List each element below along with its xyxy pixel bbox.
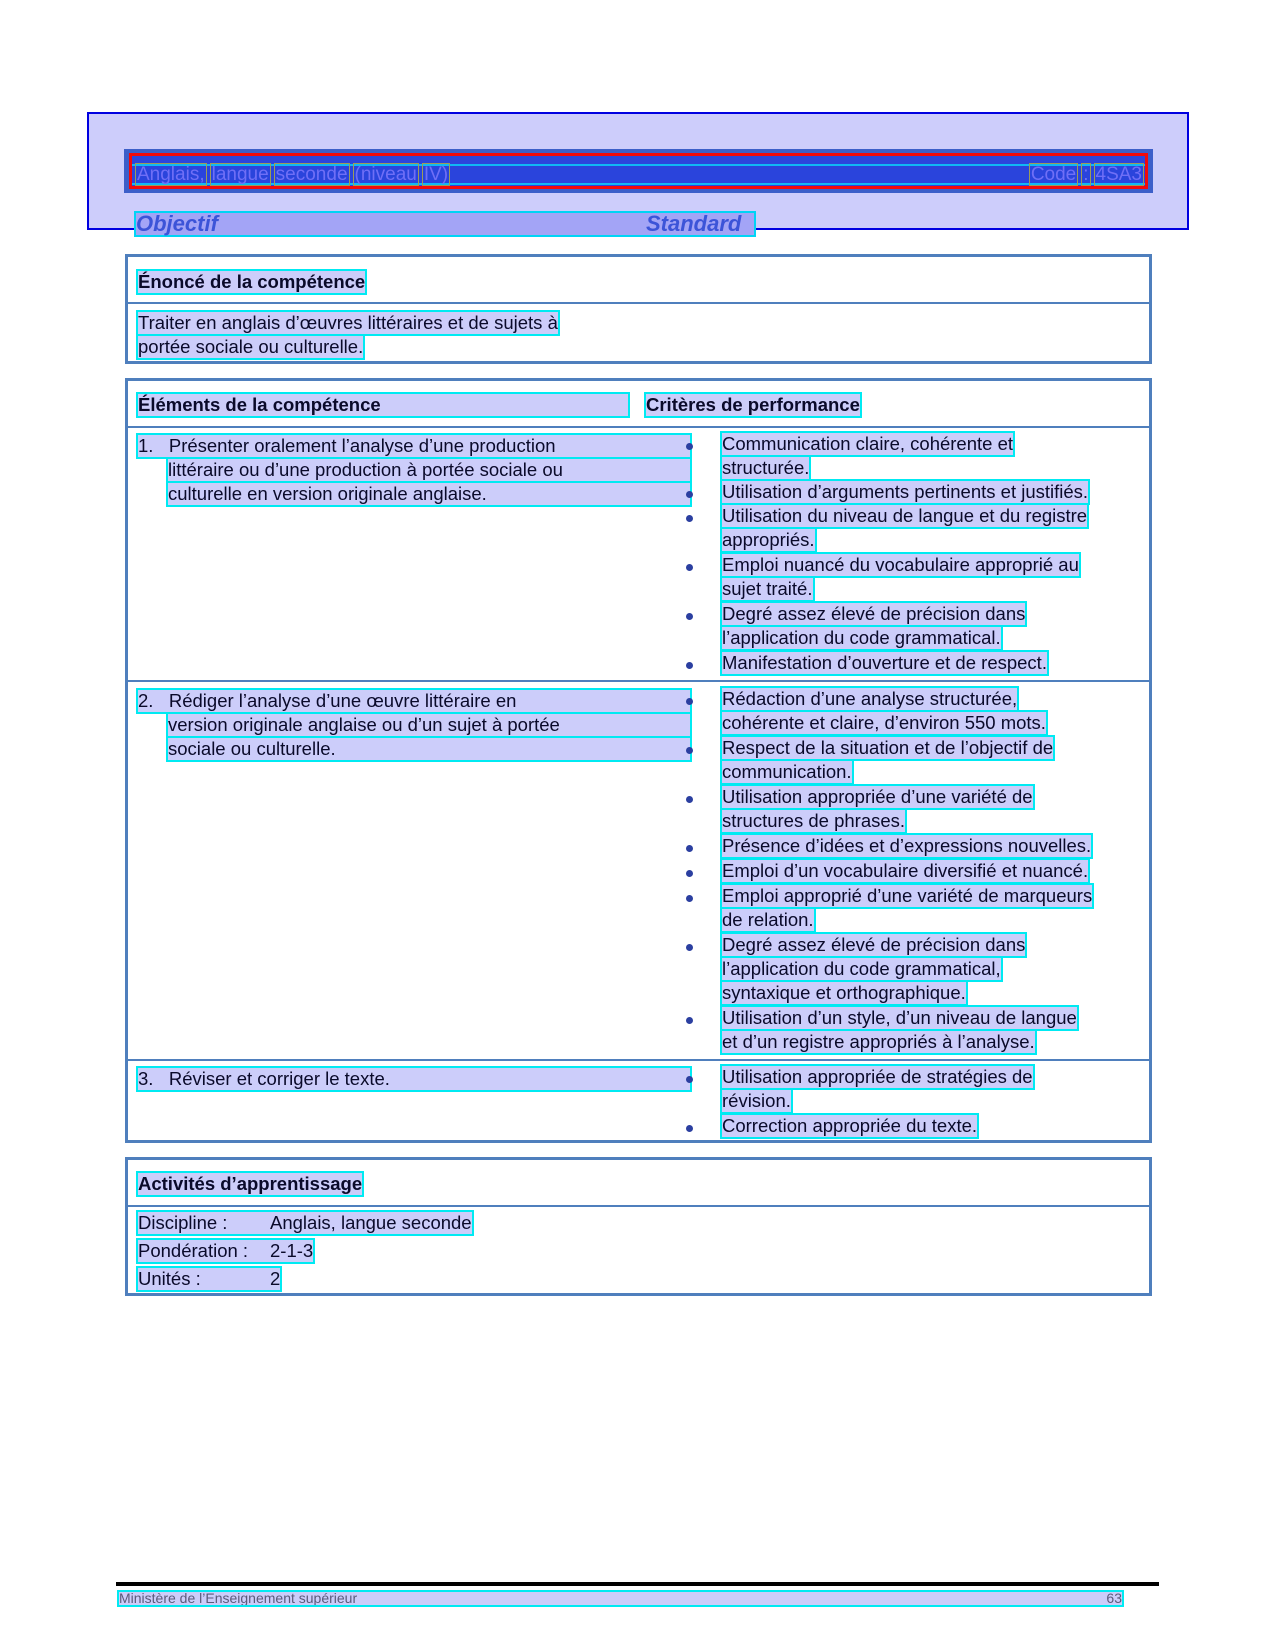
course-title: [136, 165, 454, 184]
bullet-icon: [686, 1017, 693, 1024]
objectif-label: Objectif: [136, 211, 218, 236]
criterion: Degré assez élevé de précision dans: [722, 934, 1026, 955]
activites-box: [125, 1157, 1152, 1296]
criterion: Emploi nuancé du vocabulaire approprié au: [722, 554, 1079, 575]
bullet-icon: [686, 796, 693, 803]
criterion: Emploi approprié d’une variété de marqueurs: [722, 885, 1093, 906]
element-number: 3. Réviser et corriger le texte.: [138, 1068, 690, 1090]
criterion: Utilisation appropriée d’une variété de: [722, 786, 1033, 807]
criterion-cont: et d’un registre appropriés à l’analyse.: [722, 1031, 1035, 1052]
code-separator: :: [1083, 164, 1089, 185]
field-label: Discipline :: [138, 1212, 228, 1233]
bullet-icon: [686, 747, 693, 754]
criterion-cont: syntaxique et orthographique.: [722, 982, 966, 1003]
enonce-line: portée sociale ou culturelle.: [138, 336, 364, 357]
elements-heading: Éléments de la compétence: [138, 394, 628, 416]
criteria-heading: Critères de performance: [646, 394, 860, 415]
criterion-cont: révision.: [722, 1090, 791, 1111]
enonce-box: [125, 254, 1152, 364]
criterion: Utilisation d’arguments pertinents et justifiés.: [722, 481, 1089, 502]
bullet-icon: [686, 443, 693, 450]
criterion-cont: cohérente et claire, d’environ 550 mots.: [722, 712, 1046, 733]
field-value: Anglais, langue seconde: [270, 1212, 472, 1233]
title-word: Anglais,: [137, 164, 205, 185]
criterion: Correction appropriée du texte.: [722, 1115, 978, 1136]
activites-heading: Activités d’apprentissage: [138, 1173, 363, 1194]
bullet-icon: [686, 564, 693, 571]
bullet-icon: [686, 870, 693, 877]
field-unites: [138, 1268, 280, 1290]
divider: [128, 1205, 1149, 1207]
element-line: littéraire ou d’une production à portée sociale ou: [168, 459, 690, 481]
footer: [119, 1592, 1122, 1605]
bullet-icon: [686, 698, 693, 705]
enonce-line: Traiter en anglais d’œuvres littéraires et de sujets à: [138, 312, 558, 333]
elements-box: [125, 378, 1152, 1143]
criterion-cont: sujet traité.: [722, 578, 813, 599]
criterion: Manifestation d’ouverture et de respect.: [722, 652, 1047, 673]
criterion-cont: l’application du code grammatical,: [722, 958, 1001, 979]
divider: [128, 1059, 1149, 1061]
element-line: version originale anglaise ou d’un sujet à portée: [168, 714, 690, 736]
criterion: Utilisation du niveau de langue et du registre: [722, 505, 1088, 526]
criterion: Communication claire, cohérente et: [722, 433, 1014, 454]
criterion: Emploi d’un vocabulaire diversifié et nuancé.: [722, 860, 1089, 881]
criterion-cont: l’application du code grammatical.: [722, 627, 1001, 648]
course-code: [1030, 165, 1143, 184]
code-value: 4SA3: [1095, 164, 1142, 185]
title-word: (niveau: [354, 164, 417, 185]
criterion: Rédaction d’une analyse structurée,: [722, 688, 1018, 709]
criterion-cont: de relation.: [722, 909, 814, 930]
field-value: 2: [270, 1268, 281, 1289]
criterion: Degré assez élevé de précision dans: [722, 603, 1026, 624]
objectif-standard-row: [136, 213, 754, 235]
criterion: Présence d’idées et d’expressions nouvelles.: [722, 835, 1092, 856]
divider: [128, 426, 1149, 428]
title-word: langue: [211, 164, 269, 185]
bullet-icon: [686, 1076, 693, 1083]
criterion-cont: structures de phrases.: [722, 810, 906, 831]
field-ponderation: [138, 1240, 313, 1262]
bullet-icon: [686, 845, 693, 852]
title-word: IV): [423, 164, 449, 185]
criterion-cont: structurée.: [722, 457, 810, 478]
element-line: culturelle en version originale anglaise.: [168, 483, 690, 505]
criterion: Respect de la situation et de l’objectif de: [722, 737, 1054, 758]
criterion: Utilisation d’un style, d’un niveau de langue: [722, 1007, 1077, 1028]
criterion-cont: communication.: [722, 761, 852, 782]
element-number: 2. Rédiger l’analyse d’une œuvre littéraire en: [138, 690, 690, 712]
code-label: Code: [1030, 164, 1077, 185]
divider: [128, 302, 1149, 304]
course-title-bar: [124, 149, 1153, 193]
bullet-icon: [686, 515, 693, 522]
bullet-icon: [686, 662, 693, 669]
element-line: sociale ou culturelle.: [168, 738, 690, 760]
title-word: seconde: [275, 164, 348, 185]
bullet-icon: [686, 1125, 693, 1132]
bullet-icon: [686, 491, 693, 498]
field-value: 2-1-3: [270, 1240, 314, 1261]
criterion-cont: appropriés.: [722, 529, 815, 550]
criterion: Utilisation appropriée de stratégies de: [722, 1066, 1033, 1087]
standard-label: Standard: [646, 211, 742, 236]
bullet-icon: [686, 613, 693, 620]
enonce-heading: Énoncé de la compétence: [138, 271, 366, 292]
footer-ministry: Ministère de l’Enseignement supérieur: [119, 1590, 358, 1606]
bullet-icon: [686, 895, 693, 902]
element-number: 1. Présenter oralement l’analyse d’une production: [138, 435, 690, 457]
field-label: Unités :: [138, 1268, 201, 1289]
field-discipline: [138, 1212, 472, 1234]
page-number: 63: [1106, 1590, 1122, 1606]
field-label: Pondération :: [138, 1240, 249, 1261]
bullet-icon: [686, 944, 693, 951]
divider: [128, 680, 1149, 682]
course-title-frame: [129, 153, 1148, 189]
footer-rule: [116, 1582, 1159, 1586]
